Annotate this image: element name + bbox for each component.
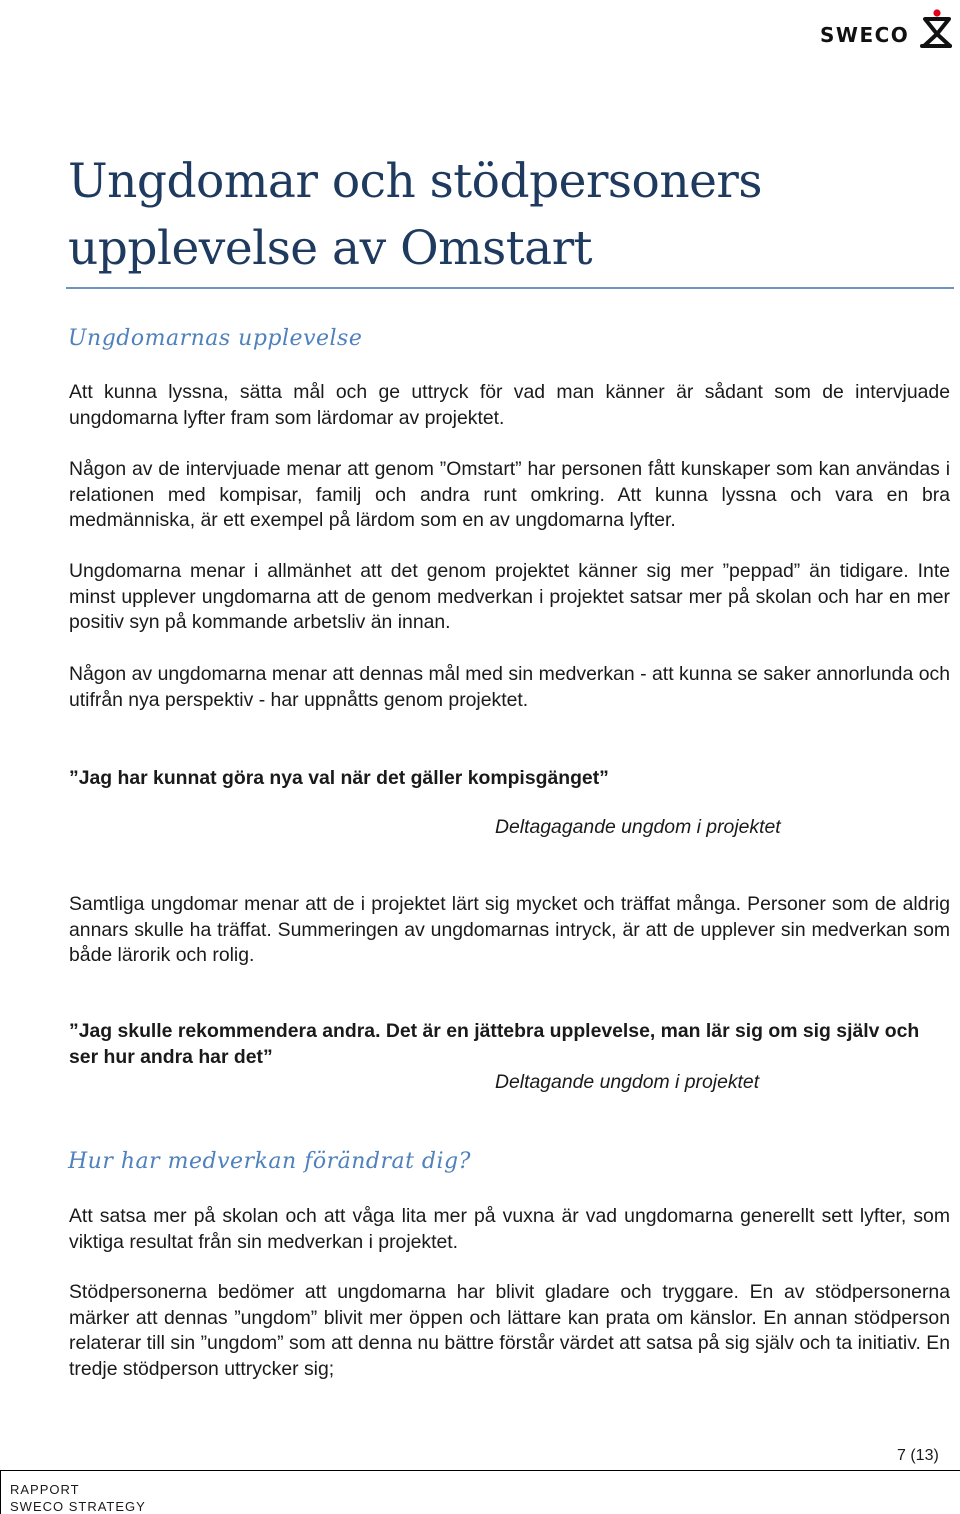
paragraph-6: Att satsa mer på skolan och att våga lita mer på vuxna är vad ungdomarna generellt sett lyfter, som viktiga resultat från sin medverkan i projektet. [69,1205,950,1253]
paragraph-5: Samtliga ungdomar menar att de i projektet lärt sig mycket och träffat många. Personer som de aldrig annars skulle ha träffat. Summeringen av ungdomarnas intryck, är att de upplever sin medverkan som både lärorik och rolig. [69,893,950,967]
footer-report-label: RAPPORT [10,1482,80,1497]
paragraph-7: Stödpersonerna bedömer att ungdomarna har blivit gladare och tryggare. En av stödpersonerna märker att dennas ”ungdom” blivit mer öppen och lättare kan prata om känslor. En annan stödperson relaterar till sin ”ungdom” som att denna nu bättre förstår värdet att satsa på sig själv och ta initiativ. En tredje stödperson uttrycker sig; [69,1281,950,1380]
quote-1-attribution: Deltagagande ungdom i projektet [495,816,781,838]
sweco-logo [820,8,952,48]
section-heading-ungdomarnas-upplevelse: Ungdomarnas upplevelse [68,326,363,351]
title-underline [66,287,954,289]
paragraph-4: Någon av ungdomarna menar att dennas mål med sin medverkan - att kunna se saker annorlunda och utifrån nya perspektiv - har uppnåtts genom projektet. [69,663,950,711]
page-number: 7 (13) [897,1447,939,1464]
quote-1: ”Jag har kunnat göra nya val när det gäller kompisgänget” [69,767,609,789]
paragraph-2: Någon av de intervjuade menar att genom ”Omstart” har personen fått kunskaper som kan användas i relationen med kompisar, familj och andra runt omkring. Att kunna lyssna och vara en bra medmänniska, är ett exempel på lärdom som en av ungdomarna lyfter. [69,458,950,532]
sweco-figure-icon [920,8,952,48]
paragraph-3: Ungdomarna menar i allmänhet att det genom projektet känner sig mer ”peppad” än tidigare. Inte minst upplever ungdomarna att de genom medverkan i projektet satsar mer på skolan och har en mer positiv syn på kommande arbetsliv än innan. [69,560,950,634]
footer-company-label: SWECO STRATEGY [10,1499,146,1514]
section-heading-hur-har-medverkan: Hur har medverkan förändrat dig? [68,1149,471,1174]
quote-2-attribution: Deltagande ungdom i projektet [495,1071,760,1093]
quote-2: ”Jag skulle rekommendera andra. Det är en jättebra upplevelse, man lär sig om sig själv och ser hur andra har det” [69,1020,920,1068]
logo-text: SWECO [820,23,910,47]
footer-divider-vertical [0,1470,1,1514]
footer-divider [0,1470,960,1471]
paragraph-1: Att kunna lyssna, sätta mål och ge uttryck för vad man känner är sådant som de intervjuade ungdomarna lyfter fram som lärdomar av projektet. [69,381,950,429]
page-title: Ungdomar och stödpersoners upplevelse av Omstart [68,154,763,276]
